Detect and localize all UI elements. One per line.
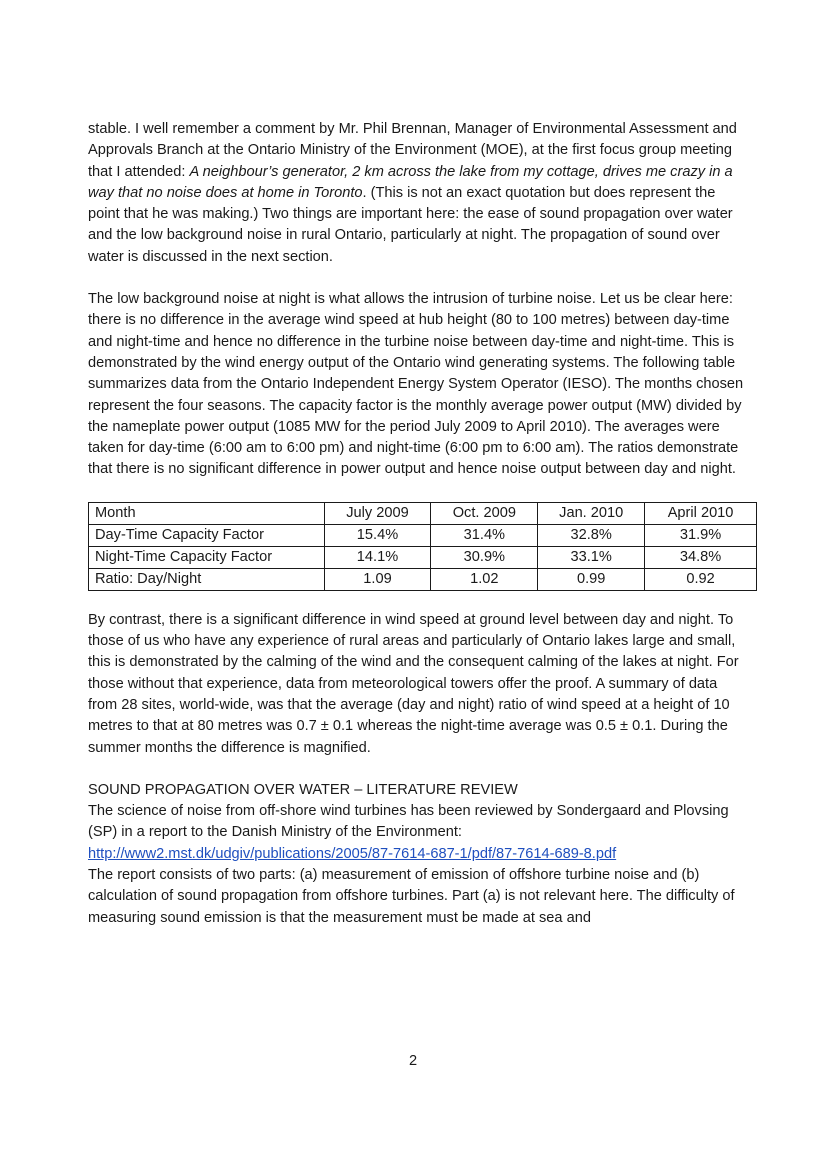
- paragraph-1-after: . (This is not an exact quotation but does represent the point that he was making.) Two things are important here: the ease of sound propagation over water and the low background noise in rural Ontario, particularly at night. The propagation of sound over water is discussed in the next section.: [88, 184, 733, 265]
- table-cell: Night-Time Capacity Factor: [89, 546, 325, 568]
- table-cell: 32.8%: [538, 524, 645, 546]
- paragraph-3: By contrast, there is a significant difference in wind speed at ground level between day and night. To those of us who have any experience of rural areas and particularly of Ontario lakes large and small, this is demonstrated by the calming of the wind and the consequent calming of the lakes at night. For those without that experience, data from meteorological towers offer the proof. A summary of data from 28 sites, world-wide, was that the average (day and night) ratio of wind speed at a height of 10 metres to that at 80 metres was 0.7 ± 0.1 whereas the night-time average was 0.5 ± 0.1. During the summer months the difference is magnified.: [88, 611, 739, 756]
- table-cell: Day-Time Capacity Factor: [89, 524, 325, 546]
- quotation: A neighbour’s generator, 2 km across the lake from my cottage, drives me crazy in a way that no noise does at home in Toronto: [88, 163, 733, 201]
- table-header-row: [89, 502, 757, 524]
- table-header-cell: Month: [89, 502, 325, 524]
- table-cell: 1.02: [431, 568, 538, 590]
- section-heading: SOUND PROPAGATION OVER WATER – LITERATURE REVIEW: [88, 781, 518, 798]
- paragraph-1: [88, 119, 748, 268]
- capacity-factor-table: [88, 502, 757, 591]
- table-cell: 33.1%: [538, 546, 645, 568]
- table-cell: 0.99: [538, 568, 645, 590]
- paragraph-2: The low background noise at night is what allows the intrusion of turbine noise. Let us be clear here: there is no difference in the average wind speed at hub height (80 to 100 metres) between day-time and night-time and hence no difference in the turbine noise between day-time and night-time. This is demonstrated by the wind energy output of the Ontario wind generating systems. The following table summarizes data from the Ontario Independent Energy System Operator (IESO). The months chosen represent the four seasons. The capacity factor is the monthly average power output (MW) divided by the nameplate power output (1085 MW for the period July 2009 to April 2010). The averages were taken for day-time (6:00 am to 6:00 pm) and night-time (6:00 pm to 6:00 am). The ratios demonstrate that there is no significant difference in power output and hence noise output between day and night.: [88, 291, 744, 478]
- literature-review-section: [88, 780, 748, 929]
- table-cell: 31.9%: [645, 524, 757, 546]
- table-cell: 30.9%: [431, 546, 538, 568]
- paragraph-1-before: stable. I well remember a comment by Mr. Phil Brennan, Manager of Environmental Assessment and Approvals Branch at the Ontario Ministry of the Environment (MOE), at the first focus group meeting that I attended:: [88, 121, 737, 180]
- table-row: [89, 568, 757, 590]
- table-cell: 14.1%: [324, 546, 431, 568]
- page-number: 2: [408, 1053, 418, 1069]
- table-row: [89, 546, 757, 568]
- table-cell: 15.4%: [324, 524, 431, 546]
- table-cell: 1.09: [324, 568, 431, 590]
- table-header-cell: Oct. 2009: [431, 502, 538, 524]
- section-body: The report consists of two parts: (a) measurement of emission of offshore turbine noise and (b) calculation of sound propagation from offshore turbines. Part (a) is not relevant here. The difficulty of measuring sound emission is that the measurement must be made at sea and: [88, 867, 735, 926]
- section-intro: The science of noise from off-shore wind turbines has been reviewed by Sondergaard and Plovsing (SP) in a report to the Danish Ministry of the Environment:: [88, 803, 729, 841]
- table-cell: 31.4%: [431, 524, 538, 546]
- table-header-cell: July 2009: [324, 502, 431, 524]
- report-link[interactable]: http://www2.mst.dk/udgiv/publications/2005/87-7614-687-1/pdf/87-7614-689-8.pdf: [88, 845, 617, 862]
- table-header-cell: April 2010: [645, 502, 757, 524]
- table-row: [89, 524, 757, 546]
- table-header-cell: Jan. 2010: [538, 502, 645, 524]
- table-cell: Ratio: Day/Night: [89, 568, 325, 590]
- table-cell: 34.8%: [645, 546, 757, 568]
- page-content: [88, 119, 748, 929]
- table-cell: 0.92: [645, 568, 757, 590]
